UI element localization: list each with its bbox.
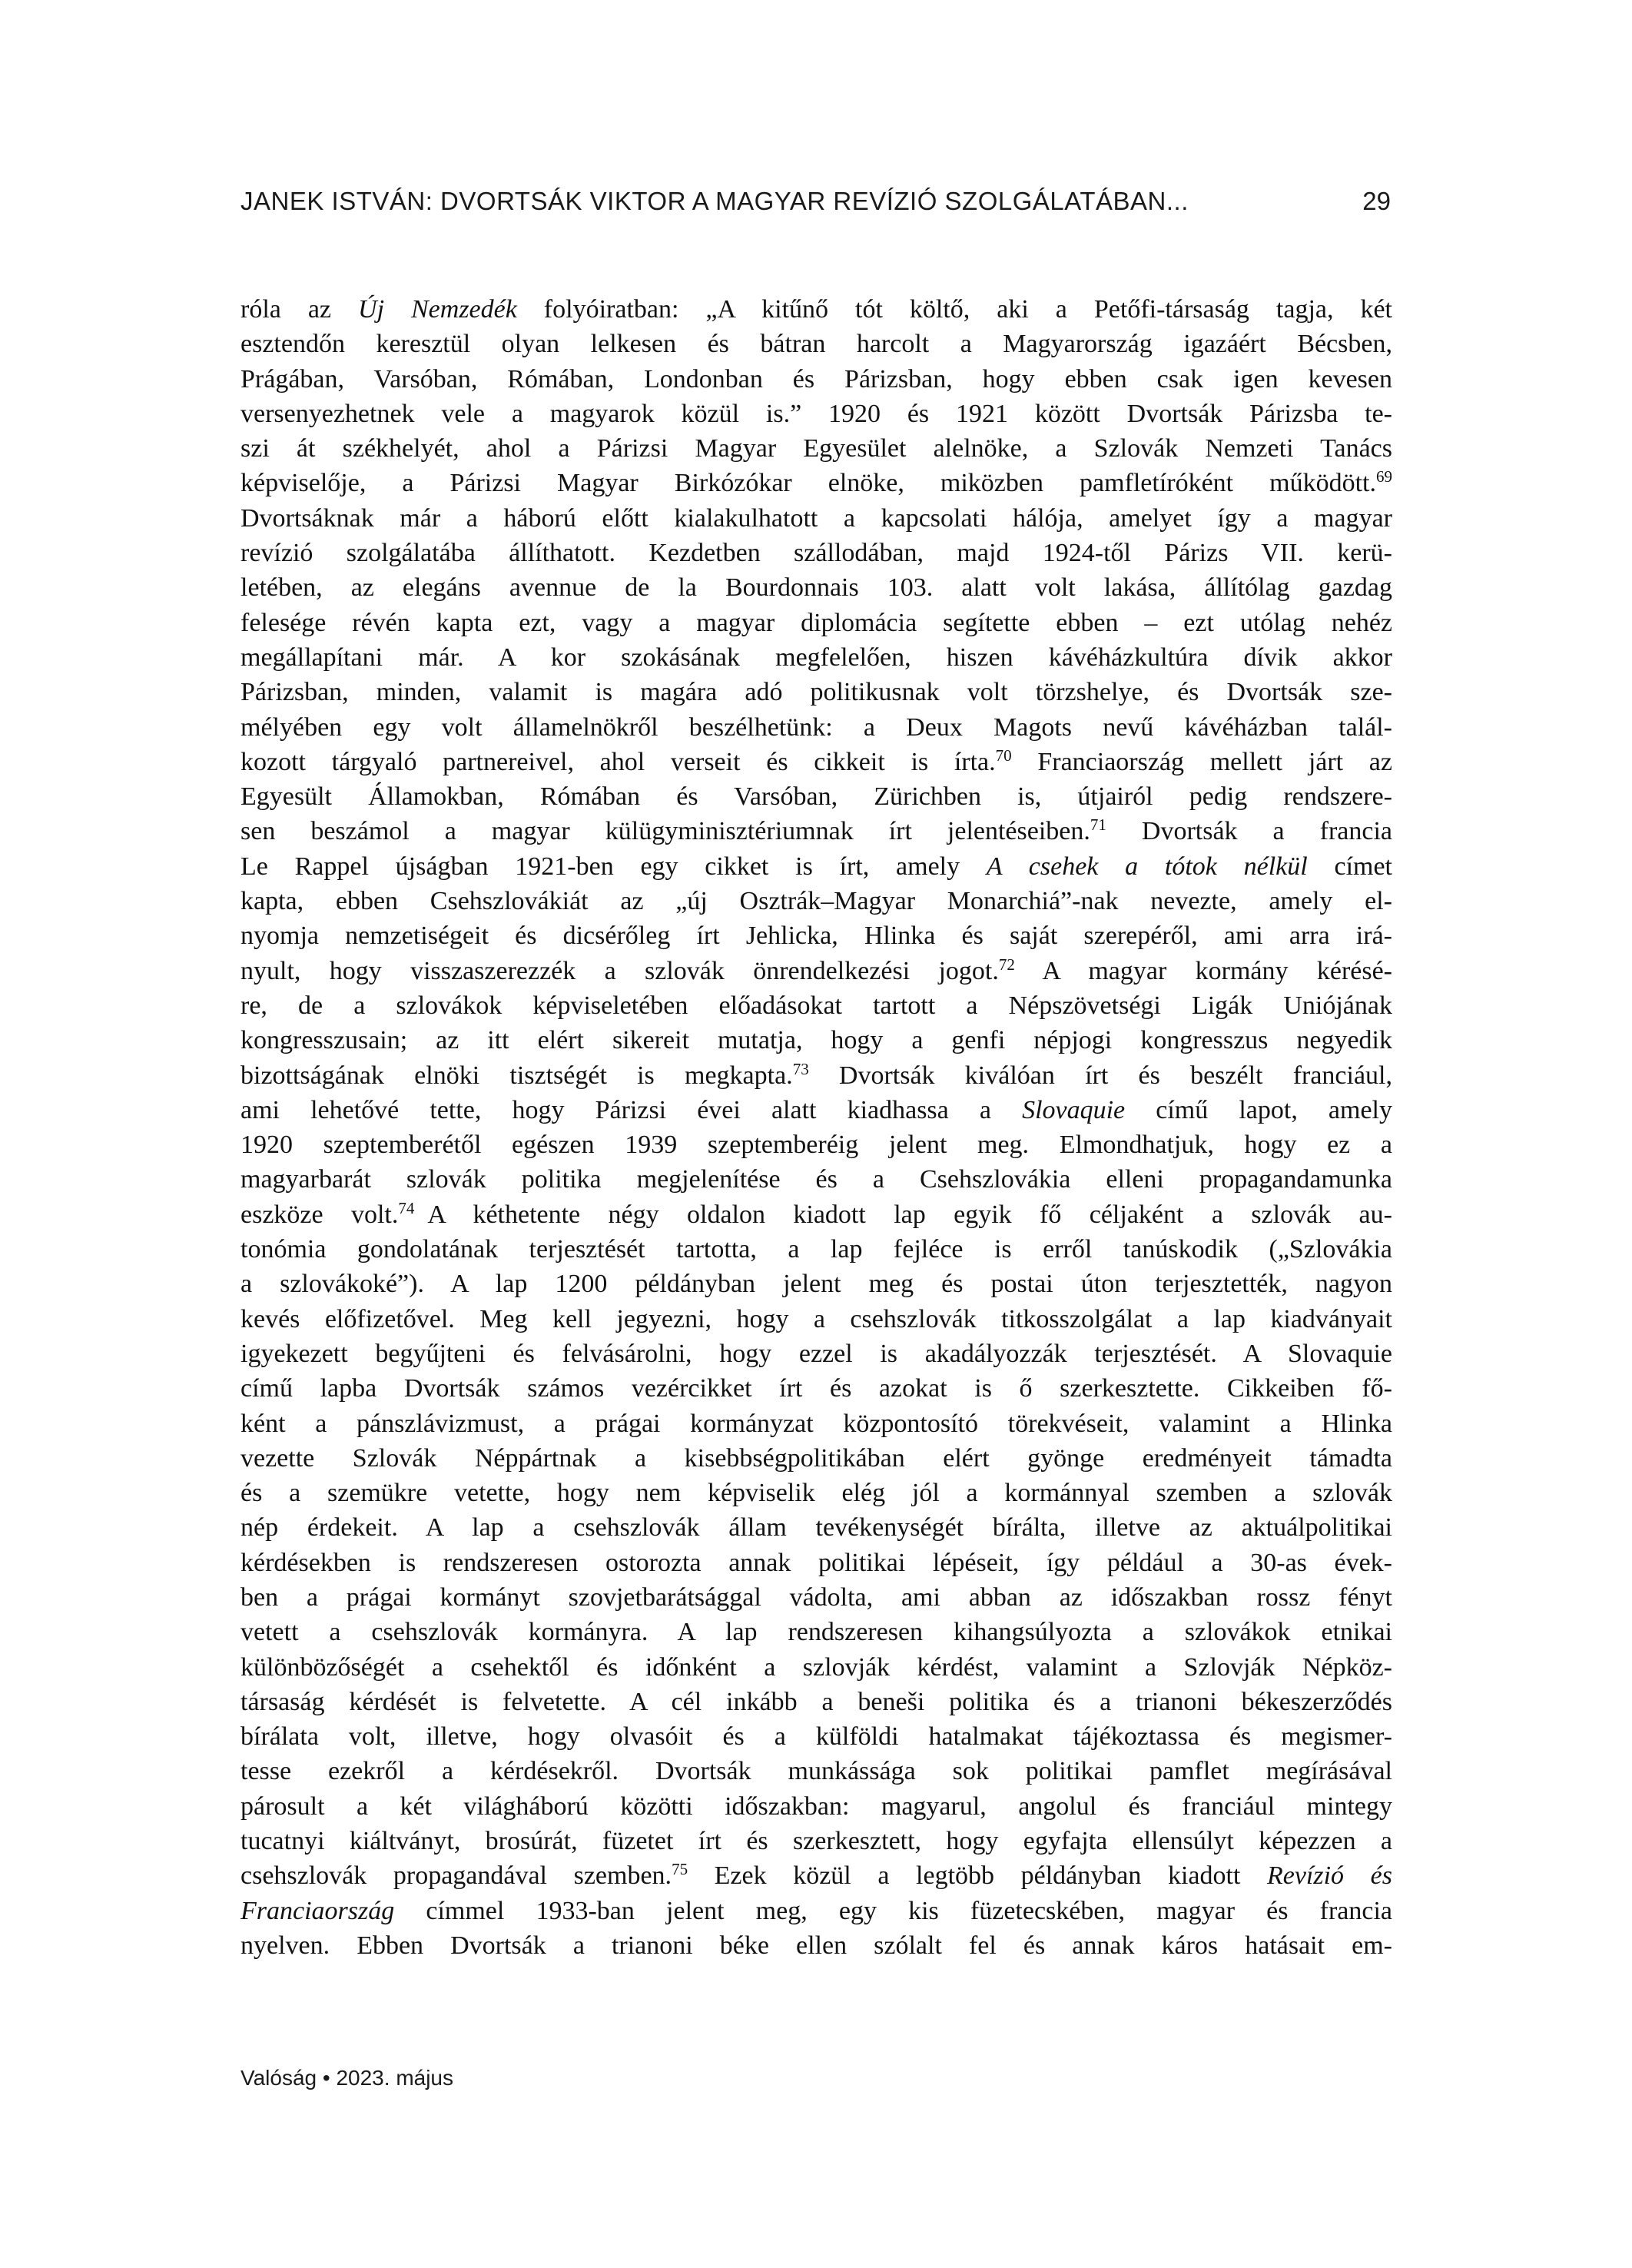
text-segment: re, de a szlovákok képviseletében előadásokat tartott a Népszövetségi Ligák Uniójának xyxy=(240,991,1392,1020)
text-line xyxy=(240,501,1392,536)
header-title: JANEK ISTVÁN: DVORTSÁK VIKTOR A MAGYAR REVÍZIÓ SZOLGÁLATÁBAN... xyxy=(240,187,1189,215)
text-segment: Revízió és xyxy=(1266,1861,1392,1891)
footnote-reference: 69 xyxy=(1376,467,1392,486)
text-segment: Dvortsáknak már a háború előtt kialakulhatott a kapcsolati hálója, amelyet így a magyar xyxy=(240,503,1392,533)
text-segment: című lapot, amely xyxy=(1125,1095,1392,1124)
text-line xyxy=(240,954,1392,988)
text-line xyxy=(240,1406,1392,1441)
text-line xyxy=(240,362,1392,397)
text-segment: című lapba Dvortsák számos vezércikket írt és azokat is ő szerkesztette. Cikkeiben fő- xyxy=(240,1374,1392,1403)
text-line xyxy=(240,1302,1392,1337)
text-segment: szi át székhelyét, ahol a Párizsi Magyar Egyesület alelnöke, a Szlovák Nemzeti Tanács xyxy=(240,434,1392,463)
text-segment: Franciaország xyxy=(240,1896,395,1925)
text-line xyxy=(240,918,1392,953)
text-line xyxy=(240,1546,1392,1580)
text-segment: kérdésekben is rendszeresen ostorozta annak politikai lépéseit, így például a 30-as évek- xyxy=(240,1548,1392,1577)
text-segment: címet xyxy=(1307,852,1392,881)
text-segment: versenyezhetnek vele a magyarok közül is.” 1920 és 1921 között Dvortsák Párizsba te- xyxy=(240,399,1392,428)
footnote-reference: 70 xyxy=(995,745,1012,765)
text-segment: kapta, ebben Csehszlovákiát az „új Osztrák–Magyar Monarchiá”-nak nevezte, amely el- xyxy=(240,887,1392,916)
text-segment: különbözőségét a csehektől és időnként a szlovják kérdést, valamint a Szlovják Népköz- xyxy=(240,1652,1392,1682)
footnote-reference: 75 xyxy=(672,1860,688,1879)
text-segment: igyekezett begyűjteni és felvásárolni, hogy ezzel is akadályozzák terjesztését. A Slovaquie xyxy=(240,1339,1392,1368)
text-segment: ben a prágai kormányt szovjetbarátsággal vádolta, ami abban az időszakban rossz fényt xyxy=(240,1582,1392,1612)
text-segment: esztendőn keresztül olyan lelkesen és bátran harcolt a Magyarország igazáért Bécsben, xyxy=(240,330,1392,359)
text-segment: tesse ezekről a kérdésekről. Dvortsák munkássága sok politikai pamflet megírásával xyxy=(240,1757,1392,1786)
text-segment: kongresszusain; az itt elért sikereit mutatja, hogy a genfi népjogi kongresszus negyedik xyxy=(240,1026,1392,1055)
text-segment: Ezek közül a legtöbb példányban kiadott xyxy=(688,1861,1267,1891)
text-line xyxy=(240,327,1392,361)
text-segment: címmel 1933-ban jelent meg, egy kis füzetecskében, magyar és francia xyxy=(394,1896,1392,1925)
text-line xyxy=(240,640,1392,675)
footer-journal-date: Valóság • 2023. május xyxy=(240,2066,454,2090)
text-segment: sen beszámol a magyar külügyminisztériumnak írt jelentéseiben. xyxy=(240,817,1090,846)
text-line xyxy=(240,779,1392,814)
text-segment: tonómia gondolatának terjesztését tartotta, a lap fejléce is erről tanúskodik („Szlovákia xyxy=(240,1235,1392,1264)
text-segment: magyarbarát szlovák politika megjelenítése és a Csehszlovákia elleni propagandamunka xyxy=(240,1165,1392,1194)
running-header xyxy=(240,187,1392,216)
page-number: 29 xyxy=(1362,187,1391,215)
text-segment: megállapítani már. A kor szokásának megfelelően, hiszen kávéházkultúra dívik akkor xyxy=(240,643,1392,672)
text-line xyxy=(240,1824,1392,1858)
text-line xyxy=(240,1441,1392,1476)
text-line xyxy=(240,675,1392,709)
text-segment: kozott tárgyaló partnereivel, ahol verseit és cikkeit is írta. xyxy=(240,747,996,776)
footnote-reference: 72 xyxy=(998,955,1015,974)
text-segment: vezette Szlovák Néppártnak a kisebbségpolitikában elért gyönge eredményeit támadta xyxy=(240,1443,1392,1473)
text-segment: felesége révén kapta ezt, vagy a magyar diplomácia segítette ebben – ezt utólag nehéz xyxy=(240,608,1392,637)
text-line xyxy=(240,1232,1392,1267)
text-line xyxy=(240,814,1392,848)
text-line xyxy=(240,1510,1392,1545)
text-segment: A csehek a tótok nélkül xyxy=(986,852,1308,881)
text-segment: ként a pánszlávizmust, a prágai kormányzat központosító törekvéseit, valamint a Hlinka xyxy=(240,1409,1392,1438)
text-segment: párosult a két világháború közötti időszakban: magyarul, angolul és franciául mintegy xyxy=(240,1791,1392,1821)
article-body xyxy=(240,292,1392,1963)
text-line xyxy=(240,884,1392,918)
text-segment: vetett a csehszlovák kormányra. A lap rendszeresen kihangsúlyozta a szlovákok etnikai xyxy=(240,1618,1392,1647)
text-segment: Franciaország mellett járt az xyxy=(1011,747,1392,776)
page-footer xyxy=(240,2066,453,2090)
text-line xyxy=(240,1337,1392,1371)
text-line xyxy=(240,570,1392,605)
text-line xyxy=(240,1476,1392,1510)
text-line xyxy=(240,1058,1392,1093)
text-line xyxy=(240,1685,1392,1719)
text-segment: Le Rappel újságban 1921-ben egy cikket is írt, amely xyxy=(240,852,987,881)
text-segment: bírálata volt, illetve, hogy olvasóit és a külföldi hatalmakat tájékoztassa és megismer- xyxy=(240,1722,1392,1752)
text-segment: a szlovákoké”). A lap 1200 példányban jelent meg és postai úton terjesztették, nagyon xyxy=(240,1270,1392,1299)
text-segment: Egyesült Államokban, Rómában és Varsóban, Zürichben is, útjairól pedig rendszere- xyxy=(240,782,1392,812)
footnote-reference: 71 xyxy=(1090,815,1106,835)
text-line xyxy=(240,1371,1392,1406)
text-line xyxy=(240,988,1392,1023)
text-segment: Slovaquie xyxy=(1022,1095,1126,1124)
text-segment: nyult, hogy visszaszerezzék a szlovák önrendelkezési jogot. xyxy=(240,956,999,985)
text-segment: letében, az elegáns avennue de la Bourdonnais 103. alatt volt lakása, állítólag gazdag xyxy=(240,573,1392,603)
text-line xyxy=(240,1615,1392,1649)
footnote-reference: 73 xyxy=(792,1059,809,1078)
text-segment: nyelven. Ebben Dvortsák a trianoni béke ellen szólalt fel és annak káros hatásait em- xyxy=(240,1931,1392,1960)
text-segment: folyóiratban: „A kitűnő tót költő, aki a Petőfi-társaság tagja, két xyxy=(516,295,1392,324)
text-segment: A kéthetente négy oldalon kiadott lap egyik fő céljaként a szlovák au- xyxy=(414,1200,1392,1229)
text-segment: róla az xyxy=(240,295,359,324)
text-line xyxy=(240,466,1392,500)
text-line xyxy=(240,1894,1392,1928)
footnote-reference: 74 xyxy=(398,1198,415,1217)
text-line xyxy=(240,849,1392,884)
text-segment: nyomja nemzetiségeit és dicsérőleg írt Jehlicka, Hlinka és saját szerepéről, ami arra irá- xyxy=(240,921,1392,951)
text-segment: revízió szolgálatába állíthatott. Kezdetben szállodában, majd 1924-től Párizs VII. kerü- xyxy=(240,539,1392,568)
text-line xyxy=(240,1580,1392,1615)
text-line xyxy=(240,1127,1392,1162)
text-line xyxy=(240,745,1392,779)
text-line xyxy=(240,1754,1392,1788)
text-segment: bizottságának elnöki tisztségét is megkapta. xyxy=(240,1061,793,1090)
text-line xyxy=(240,1197,1392,1232)
text-line xyxy=(240,536,1392,570)
text-line xyxy=(240,431,1392,466)
text-line xyxy=(240,1650,1392,1685)
text-segment: ami lehetővé tette, hogy Párizsi évei alatt kiadhassa a xyxy=(240,1095,1023,1124)
text-segment: csehszlovák propagandával szemben. xyxy=(240,1861,672,1891)
text-line xyxy=(240,606,1392,640)
text-line xyxy=(240,1162,1392,1197)
text-segment: társaság kérdését is felvetette. A cél inkább a beneši politika és a trianoni békeszerződés xyxy=(240,1687,1392,1716)
text-line xyxy=(240,397,1392,431)
text-segment: Párizsban, minden, valamit is magára adó politikusnak volt törzshelye, és Dvortsák sze- xyxy=(240,678,1392,707)
text-segment: és a szemükre vetette, hogy nem képviselik elég jól a kormánnyal szemben a szlovák xyxy=(240,1479,1392,1508)
text-segment: kevés előfizetővel. Meg kell jegyezni, hogy a csehszlovák titkosszolgálat a lap kiadványait xyxy=(240,1304,1392,1333)
text-segment: Dvortsák kiválóan írt és beszélt franciául, xyxy=(808,1061,1392,1090)
text-segment: A magyar kormány kérésé- xyxy=(1014,956,1392,985)
text-segment: tucatnyi kiáltványt, brosúrát, füzetet írt és szerkesztett, hogy egyfajta ellensúlyt képezzen a xyxy=(240,1827,1392,1856)
text-segment: mélyében egy volt államelnökről beszélhetünk: a Deux Magots nevű kávéházban talál- xyxy=(240,712,1392,742)
text-line xyxy=(240,1928,1392,1963)
text-segment: nép érdekeit. A lap a csehszlovák állam tevékenységét bírálta, illetve az aktuálpolitikai xyxy=(240,1513,1392,1542)
text-segment: eszköze volt. xyxy=(240,1200,399,1229)
text-line xyxy=(240,1023,1392,1058)
text-segment: 1920 szeptemberétől egészen 1939 szeptemberéig jelent meg. Elmondhatjuk, hogy ez a xyxy=(240,1131,1392,1160)
text-line xyxy=(240,1093,1392,1127)
text-segment: Prágában, Varsóban, Rómában, Londonban és Párizsban, hogy ebben csak igen kevesen xyxy=(240,364,1392,393)
text-line xyxy=(240,1789,1392,1824)
text-line xyxy=(240,1719,1392,1754)
text-line xyxy=(240,1267,1392,1301)
text-segment: Új Nemzedék xyxy=(358,295,517,324)
text-segment: Dvortsák a francia xyxy=(1106,817,1392,846)
text-line xyxy=(240,710,1392,745)
text-line xyxy=(240,292,1392,327)
text-line xyxy=(240,1858,1392,1893)
text-segment: képviselője, a Párizsi Magyar Birkózókar elnöke, miközben pamfletíróként működött. xyxy=(240,469,1376,498)
